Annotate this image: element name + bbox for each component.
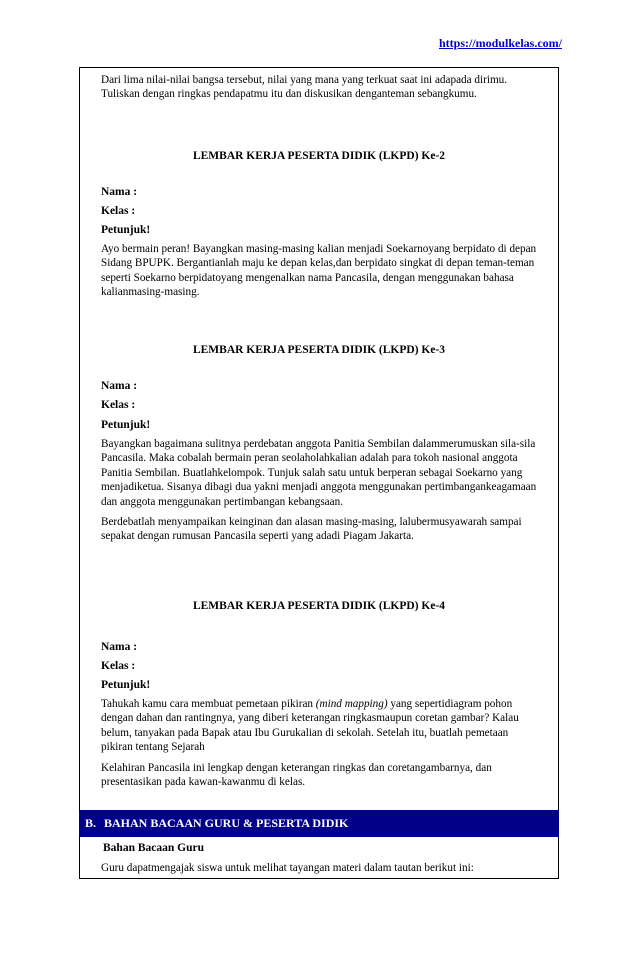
lkpd4-paragraph-2: Kelahiran Pancasila ini lengkap dengan keterangan ringkas dan coretangambarnya, dan presentasikan pada kawan-kawanmu di kelas. (101, 761, 492, 789)
lkpd2-kelas-label: Kelas : (101, 205, 136, 217)
lkpd4-paragraph-1-start: Tahukah kamu cara membuat pemetaan pikiran (101, 698, 316, 710)
website-link[interactable]: https://modulkelas.com/ (438, 36, 562, 50)
lkpd2-paragraph: Ayo bermain peran! Bayangkan masing-masing kalian menjadi Soekarnoyang berpidato di depan Sidang BPUPK. Bergantianlah maju ke depan kelas,dan berpidato singkat di depan teman-teman seperti Soekarno berpidatoyang mengenalkan nama Pancasila, dengan menggunakan bahasa kalianmasing-masing. (101, 243, 537, 299)
bahan-bacaan-paragraph: Guru dapatmengajak siswa untuk melihat tayangan materi dalam tautan berikut ini: (101, 862, 474, 874)
lkpd4-instructions (101, 697, 541, 789)
lkpd2-title: LEMBAR KERJA PESERTA DIDIK (LKPD) Ke-2 (192, 150, 446, 162)
lkpd4-title: LEMBAR KERJA PESERTA DIDIK (LKPD) Ke-4 (192, 600, 446, 612)
lkpd2-petunjuk-label: Petunjuk! (101, 224, 151, 236)
section-b-title: BAHAN BACAAN GURU & PESERTA DIDIK (104, 816, 349, 830)
lkpd3-instructions (101, 437, 541, 544)
lkpd3-petunjuk-label: Petunjuk! (101, 419, 151, 431)
intro-text (101, 73, 541, 102)
lkpd4-petunjuk-label: Petunjuk! (101, 679, 151, 691)
lkpd2-instructions (101, 242, 541, 300)
section-b-header (79, 810, 559, 837)
section-b-letter: B. (85, 816, 97, 830)
lkpd3-kelas-label: Kelas : (101, 399, 136, 411)
lkpd4-paragraph-1-end: yang sepertidiagram pohon dengan dahan dan rantingnya, yang diberi keterangan ringkasmaupun coretan gambar? Kalau belum, tanyakan pada Bapak atau Ibu Gurukalian di sekolah. Setelah itu, buatlah pemetaan pikiran tentang Sejarah (101, 698, 519, 754)
lkpd2-nama-label: Nama : (101, 186, 138, 198)
lkpd4-kelas-label: Kelas : (101, 660, 136, 672)
bahan-bacaan-guru-heading: Bahan Bacaan Guru (103, 842, 204, 854)
lkpd4-mind-mapping-term: (mind mapping) (315, 698, 388, 710)
intro-line-2: Tuliskan dengan ringkas pendapatmu itu dan diskusikan denganteman sebangkumu. (101, 88, 477, 101)
lkpd3-paragraph-1: Bayangkan bagaimana sulitnya perdebatan anggota Panitia Sembilan dalammerumuskan sila-sila Pancasila. Maka cobalah bermain peran seolaholahkalian adalah para tokoh nasional anggota Panitia Sembilan. Buatlahkelompok. Tunjuk salah satu untuk berperan sebagai Soekarno yang menjadiketua. Sisanya dibagi dua yakni menjadi anggota menggunakan pertimbangankeagamaan dan anggota menggunakan pertimbangan kebangsaan. (101, 438, 537, 508)
lkpd3-nama-label: Nama : (101, 380, 138, 392)
lkpd4-paragraph-1 (101, 697, 541, 755)
lkpd3-title: LEMBAR KERJA PESERTA DIDIK (LKPD) Ke-3 (192, 344, 446, 356)
bahan-bacaan-text (101, 861, 541, 875)
intro-line-1: Dari lima nilai-nilai bangsa tersebut, nilai yang mana yang terkuat saat ini adapada dirimu. (101, 74, 508, 86)
lkpd3-paragraph-2: Berdebatlah menyampaikan keinginan dan alasan masing-masing, lalubermusyawarah sampai sepakat dengan rumusan Pancasila seperti yang adadi Piagam Jakarta. (101, 516, 522, 543)
lkpd4-nama-label: Nama : (101, 641, 138, 653)
